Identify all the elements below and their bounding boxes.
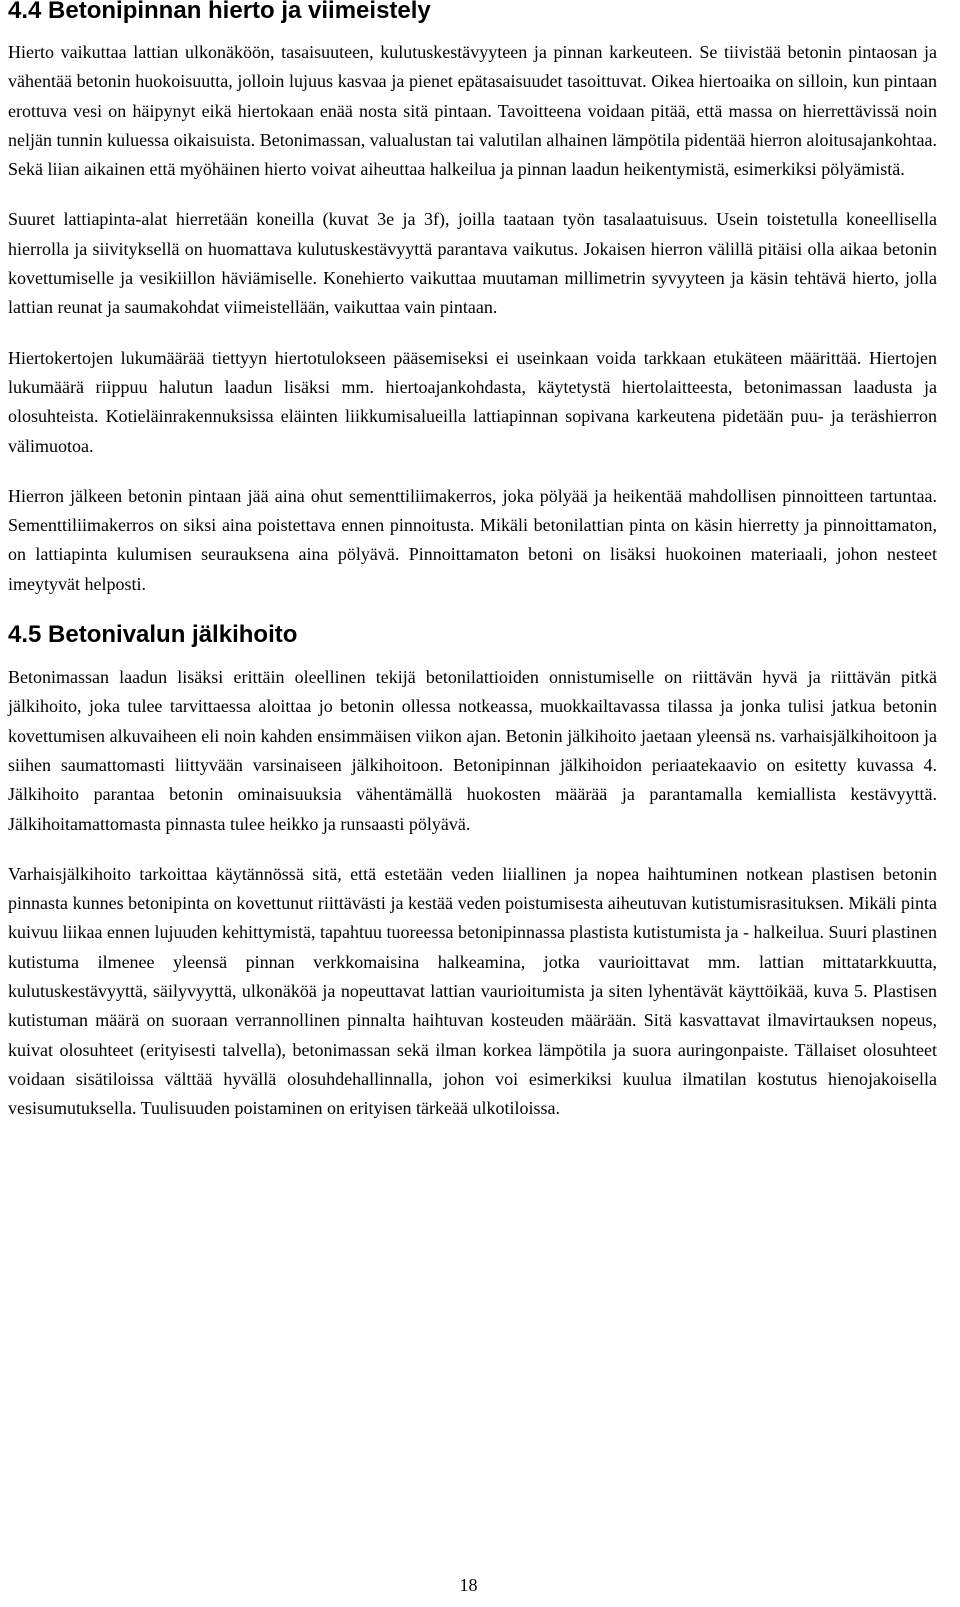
paragraph: Hiertokertojen lukumäärää tiettyyn hiertotulokseen pääsemiseksi ei useinkaan voida tarkkaan etukäteen määrittää. Hiertojen lukumäärä riippuu halutun laadun lisäksi mm. hiertoajankohdasta, käytetystä hiertolaitteesta, betonimassan laadusta ja olosuhteista. Kotieläinrakennuksissa eläinten liikkumisalueilla lattiapinnan sopivana karkeutena pidetään puu- ja teräshierron välimuotoa. — [8, 347, 937, 456]
paragraph: Hierto vaikuttaa lattian ulkonäköön, tasaisuuteen, kulutuskestävyyteen ja pinnan karkeuteen. Se tiivistää betonin pintaosan ja vähentää betonin huokoisuutta, jolloin lujuus kasvaa ja pienet epätasaisuudet tasoittuvat. Oikea hiertoaika on silloin, kun pintaan erottuva vesi on häipynyt eikä hiertokaan enää nosta sitä pintaan. Tavoitteena voidaan pitää, että massa on hierrettävissä noin neljän tunnin kuluessa oikaisuista. Betonimassan, valualustan tai valutilan alhainen lämpötila pidentää hierron aloitusajankohtaa. Sekä liian aikainen että myöhäinen hierto voivat aiheuttaa halkeilua ja pinnan laadun heikentymistä, esimerkiksi pölyämistä. — [8, 42, 937, 180]
section-heading-4-5: 4.5 Betonivalun jälkihoito — [8, 621, 298, 649]
paragraph: Hierron jälkeen betonin pintaan jää aina ohut sementtiliimakerros, joka pölyää ja heikentää mahdollisen pinnoitteen tartuntaa. Sementtiliimakerros on siksi aina poistettava ennen pinnoitusta. Mikäli betonilattian pinta on käsin hierretty ja pinnoittamaton, on lattiapinta kulumisen seurauksena aina pölyävä. Pinnoittamaton betoni on lisäksi huokoinen materiaali, johon nesteet imeytyvät helposti. — [8, 485, 937, 594]
paragraph: Suuret lattiapinta-alat hierretään koneilla (kuvat 3e ja 3f), joilla taataan työn tasalaatuisuus. Usein toistetulla koneellisella hierrolla ja siivityksellä on huomattava kulutuskestävyyttä parantava vaikutus. Jokaisen hierron välillä pitäisi olla aikaa betonin kovettumiselle ja vesikiillon häviämiselle. Konehierto vaikuttaa muutaman millimetrin syvyyteen ja käsin tehtävä hierto, jolla lattian reunat ja saumakohdat viimeistellään, vaikuttaa vain pintaan. — [8, 209, 937, 318]
paragraph: Betonimassan laadun lisäksi erittäin oleellinen tekijä betonilattioiden onnistumiselle on riittävän hyvä ja riittävän pitkä jälkihoito, joka tulee tarvittaessa aloittaa jo betonin ollessa notkeassa, muokkailtavassa tilassa ja jonka tulisi jatkua betonin kovettumisen alkuvaiheen eli noin kahden ensimmäisen viikon ajan. Betonin jälkihoito jaetaan yleensä ns. varhaisjälkihoitoon ja siihen saumattomasti liittyvään varsinaiseen jälkihoitoon. Betonipinnan jälkihoidon periaatekaavio on esitetty kuvassa 4. Jälkihoito parantaa betonin ominaisuuksia vähentämällä huokosten määrää ja parantamalla kemiallista kestävyyttä. Jälkihoitamattomasta pinnasta tulee heikko ja runsaasti pölyävä. — [8, 667, 937, 834]
section-heading-4-4: 4.4 Betonipinnan hierto ja viimeistely — [8, 0, 431, 24]
paragraph: Varhaisjälkihoito tarkoittaa käytännössä sitä, että estetään veden liiallinen ja nopea haihtuminen notkean plastisen betonin pinnasta kunnes betonipinta on kovettunut riittävästi ja kestää veden poistumisesta aiheutuvan kutistumisrasituksen. Mikäli pinta kuivuu liikaa ennen lujuuden kehittymistä, tapahtuu tuoreessa betonipinnassa plastista kutistumista ja - halkeilua. Suuri plastinen kutistuma ilmenee yleensä pinnan verkkomaisina halkeamina, jotka vaurioittavat mm. lattian mittatarkkuutta, kulutuskestävyyttä, säilyvyyttä, ulkonäköä ja nopeuttavat lattian vaurioitumista ja siten lyhentävät käyttöikää, kuva 5. Plastisen kutistuman määrä on suoraan verrannollinen pinnalta haihtuvan kosteuden määrään. Sitä kasvattavat ilmavirtauksen nopeus, kuivat olosuhteet (erityisesti talvella), betonimassan sekä ilman korkea lämpötila ja suora auringonpaiste. Tällaiset olosuhteet voidaan sisätiloissa välttää hyvällä olosuhdehallinnalla, johon voi esimerkiksi kuulua ilmatilan kostutus hienojakoisella vesisumutuksella. Tuulisuuden poistaminen on erityisen tärkeää ulkotiloissa. — [8, 863, 937, 1119]
page-number: 18 — [459, 1575, 478, 1595]
document-page — [8, 0, 937, 1124]
